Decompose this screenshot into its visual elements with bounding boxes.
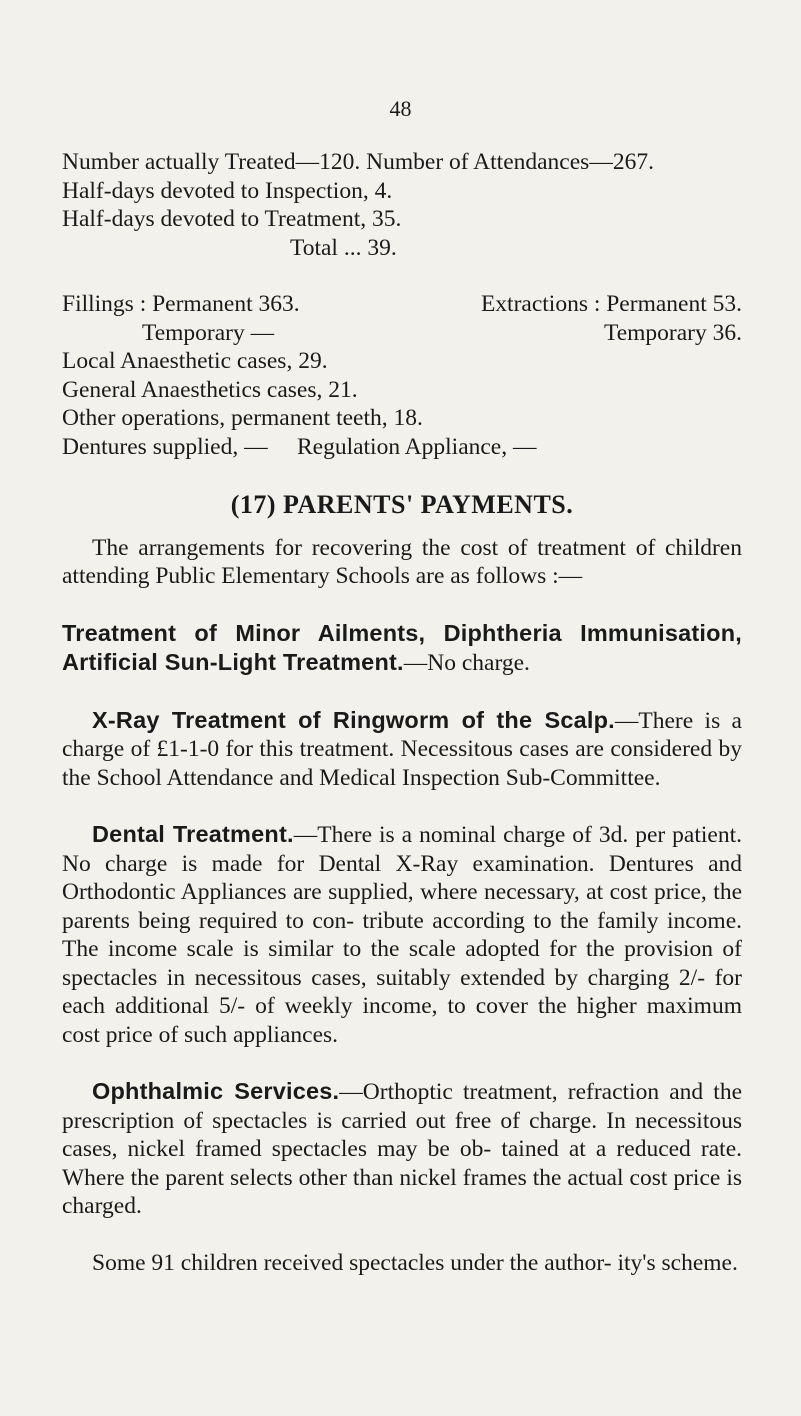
other-operations-line: Other operations, permanent teeth, 18.: [62, 405, 423, 431]
closing-paragraph: Some 91 children received spectacles under the author- ity's scheme.: [92, 1249, 738, 1276]
extractions-permanent: Extractions : Permanent 53.: [480, 291, 742, 317]
section-heading: (17) PARENTS' PAYMENTS.: [230, 490, 574, 519]
page-number: 48: [389, 96, 412, 121]
total-half-days-line: Total ... 39.: [290, 234, 397, 261]
ophthalmic-services-item: [62, 1077, 742, 1221]
section-intro: The arrangements for recovering the cost of treatment of children attending Public Elementary Schools are as follows :—: [62, 534, 742, 589]
item-title: X-Ray Treatment of Ringworm of the Scalp.: [92, 706, 615, 733]
local-anaesthetic-line: Local Anaesthetic cases, 29.: [62, 348, 328, 374]
general-anaesthetics-line: General Anaesthetics cases, 21.: [62, 376, 358, 403]
item-title: Dental Treatment.: [92, 821, 294, 847]
treatment-half-days-line: Half-days devoted to Treatment, 35.: [62, 206, 402, 232]
inspection-half-days-line: Half-days devoted to Inspection, 4.: [62, 177, 393, 204]
item-title: Ophthalmic Services.: [92, 1078, 340, 1104]
item-title: Treatment of Minor Ailments, Diphtheria Immunisation, Artificial Sun-Light Treatment.: [62, 619, 742, 675]
dental-treatment-item: [62, 820, 742, 1049]
item-text: —There is a charge of £1-1-0 for this treatment. Necessitous cases are considered by the School Attendance and Medical Inspection Sub-Committee.: [62, 707, 742, 791]
minor-ailments-item: [62, 619, 742, 678]
permanent-fillings-extractions-row: [62, 290, 742, 319]
temporary-fillings-extractions-row: [62, 319, 742, 348]
fillings-permanent: Fillings : Permanent 363.: [62, 291, 300, 317]
xray-ringworm-item: [62, 706, 742, 793]
extractions-temporary: Temporary 36.: [603, 319, 742, 346]
fillings-temporary: Temporary —: [142, 319, 275, 346]
item-text: —There is a nominal charge of 3d. per patient. No charge is made for Dental X-Ray examination. Dentures and Orthodontic Appliances are supplied, where necessary, at cost price, the parents being required to con- tribute according to the family income. The income scale is similar to the scale adopted for the provision of spectacles in necessitous cases, suitably extended by charging 2/- for each additional 5/- of weekly income, to cover the higher maximum cost price of such appliances.: [62, 822, 743, 1048]
item-text: —Orthoptic treatment, refraction and the prescription of spectacles is carried out free of charge. In necessitous cases, nickel framed spectacles may be ob- tained at a reduced rate. Where the parent selects other than nickel frames the actual cost price is charged.: [62, 1079, 742, 1219]
treated-attendances-line: Number actually Treated—120. Number of Attendances—267.: [62, 149, 654, 175]
item-text: —No charge.: [403, 650, 530, 676]
page-body: [62, 148, 742, 1277]
dentures-line: Dentures supplied, — Regulation Appliance, —: [62, 433, 537, 460]
